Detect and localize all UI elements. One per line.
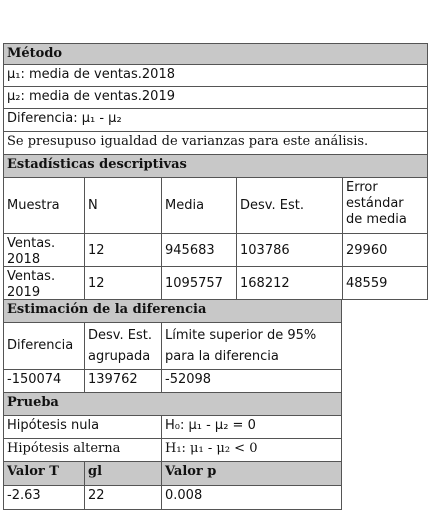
prueba-h1-row [3,439,342,462]
prueba-h0-row [3,416,342,439]
table-row [3,370,342,393]
table-row [3,267,428,300]
prueba-columns-row [3,462,342,486]
estimacion-columns-row [3,323,342,370]
table-row [3,486,342,510]
cell-desv-est: 103786 [236,234,342,266]
cell-muestra: Ventas. 2019 [7,269,56,299]
col-limite-superior: Límite superior de 95% para la diferencia [161,323,342,369]
cell-media: 1095757 [161,267,236,299]
prueba-header: Prueba [3,393,342,416]
cell-error-estandar: 48559 [342,267,428,299]
cell-media: 945683 [161,234,236,266]
col-desv-est: Desv. Est. [236,178,342,233]
cell-limite-superior: -52098 [161,370,342,392]
cell-valor-t: -2.63 [7,488,41,503]
col-valor-p: Valor p [161,462,342,485]
metodo-nota: Se presupuso igualdad de varianzas para este análisis. [3,132,428,155]
cell-n: 12 [84,267,161,299]
cell-error-estandar: 29960 [342,234,428,266]
col-muestra: Muestra [7,198,60,213]
col-error-estandar: Error estándar de media [342,178,412,233]
metodo-mu2: μ₂: media de ventas.2019 [3,87,428,109]
cell-diferencia: -150074 [7,372,62,387]
cell-desv-est-agrupada: 139762 [84,370,161,392]
estimacion-header: Estimación de la diferencia [3,300,342,323]
metodo-diferencia: Diferencia: μ₁ - μ₂ [3,109,428,132]
table-row [3,234,428,267]
h0-value: H₀: μ₁ - μ₂ = 0 [161,416,342,438]
cell-desv-est: 168212 [236,267,342,299]
cell-valor-p: 0.008 [161,486,342,509]
h1-value: H₁: μ₁ - μ₂ < 0 [161,439,342,461]
descriptivas-header: Estadísticas descriptivas [3,155,428,178]
col-gl: gl [84,462,161,485]
metodo-header: Método [3,43,428,65]
h1-label: Hipótesis alterna [7,441,121,456]
cell-n: 12 [84,234,161,266]
col-media: Media [161,178,236,233]
h0-label: Hipótesis nula [7,418,100,433]
col-diferencia: Diferencia [7,338,74,353]
col-n: N [84,178,161,233]
col-desv-est-agrupada: Desv. Est. agrupada [84,323,161,369]
cell-gl: 22 [84,486,161,509]
cell-muestra: Ventas. 2018 [7,236,56,266]
col-valor-t: Valor T [7,464,59,479]
descriptivas-columns-row [3,178,428,234]
metodo-mu1: μ₁: media de ventas.2018 [3,65,428,87]
